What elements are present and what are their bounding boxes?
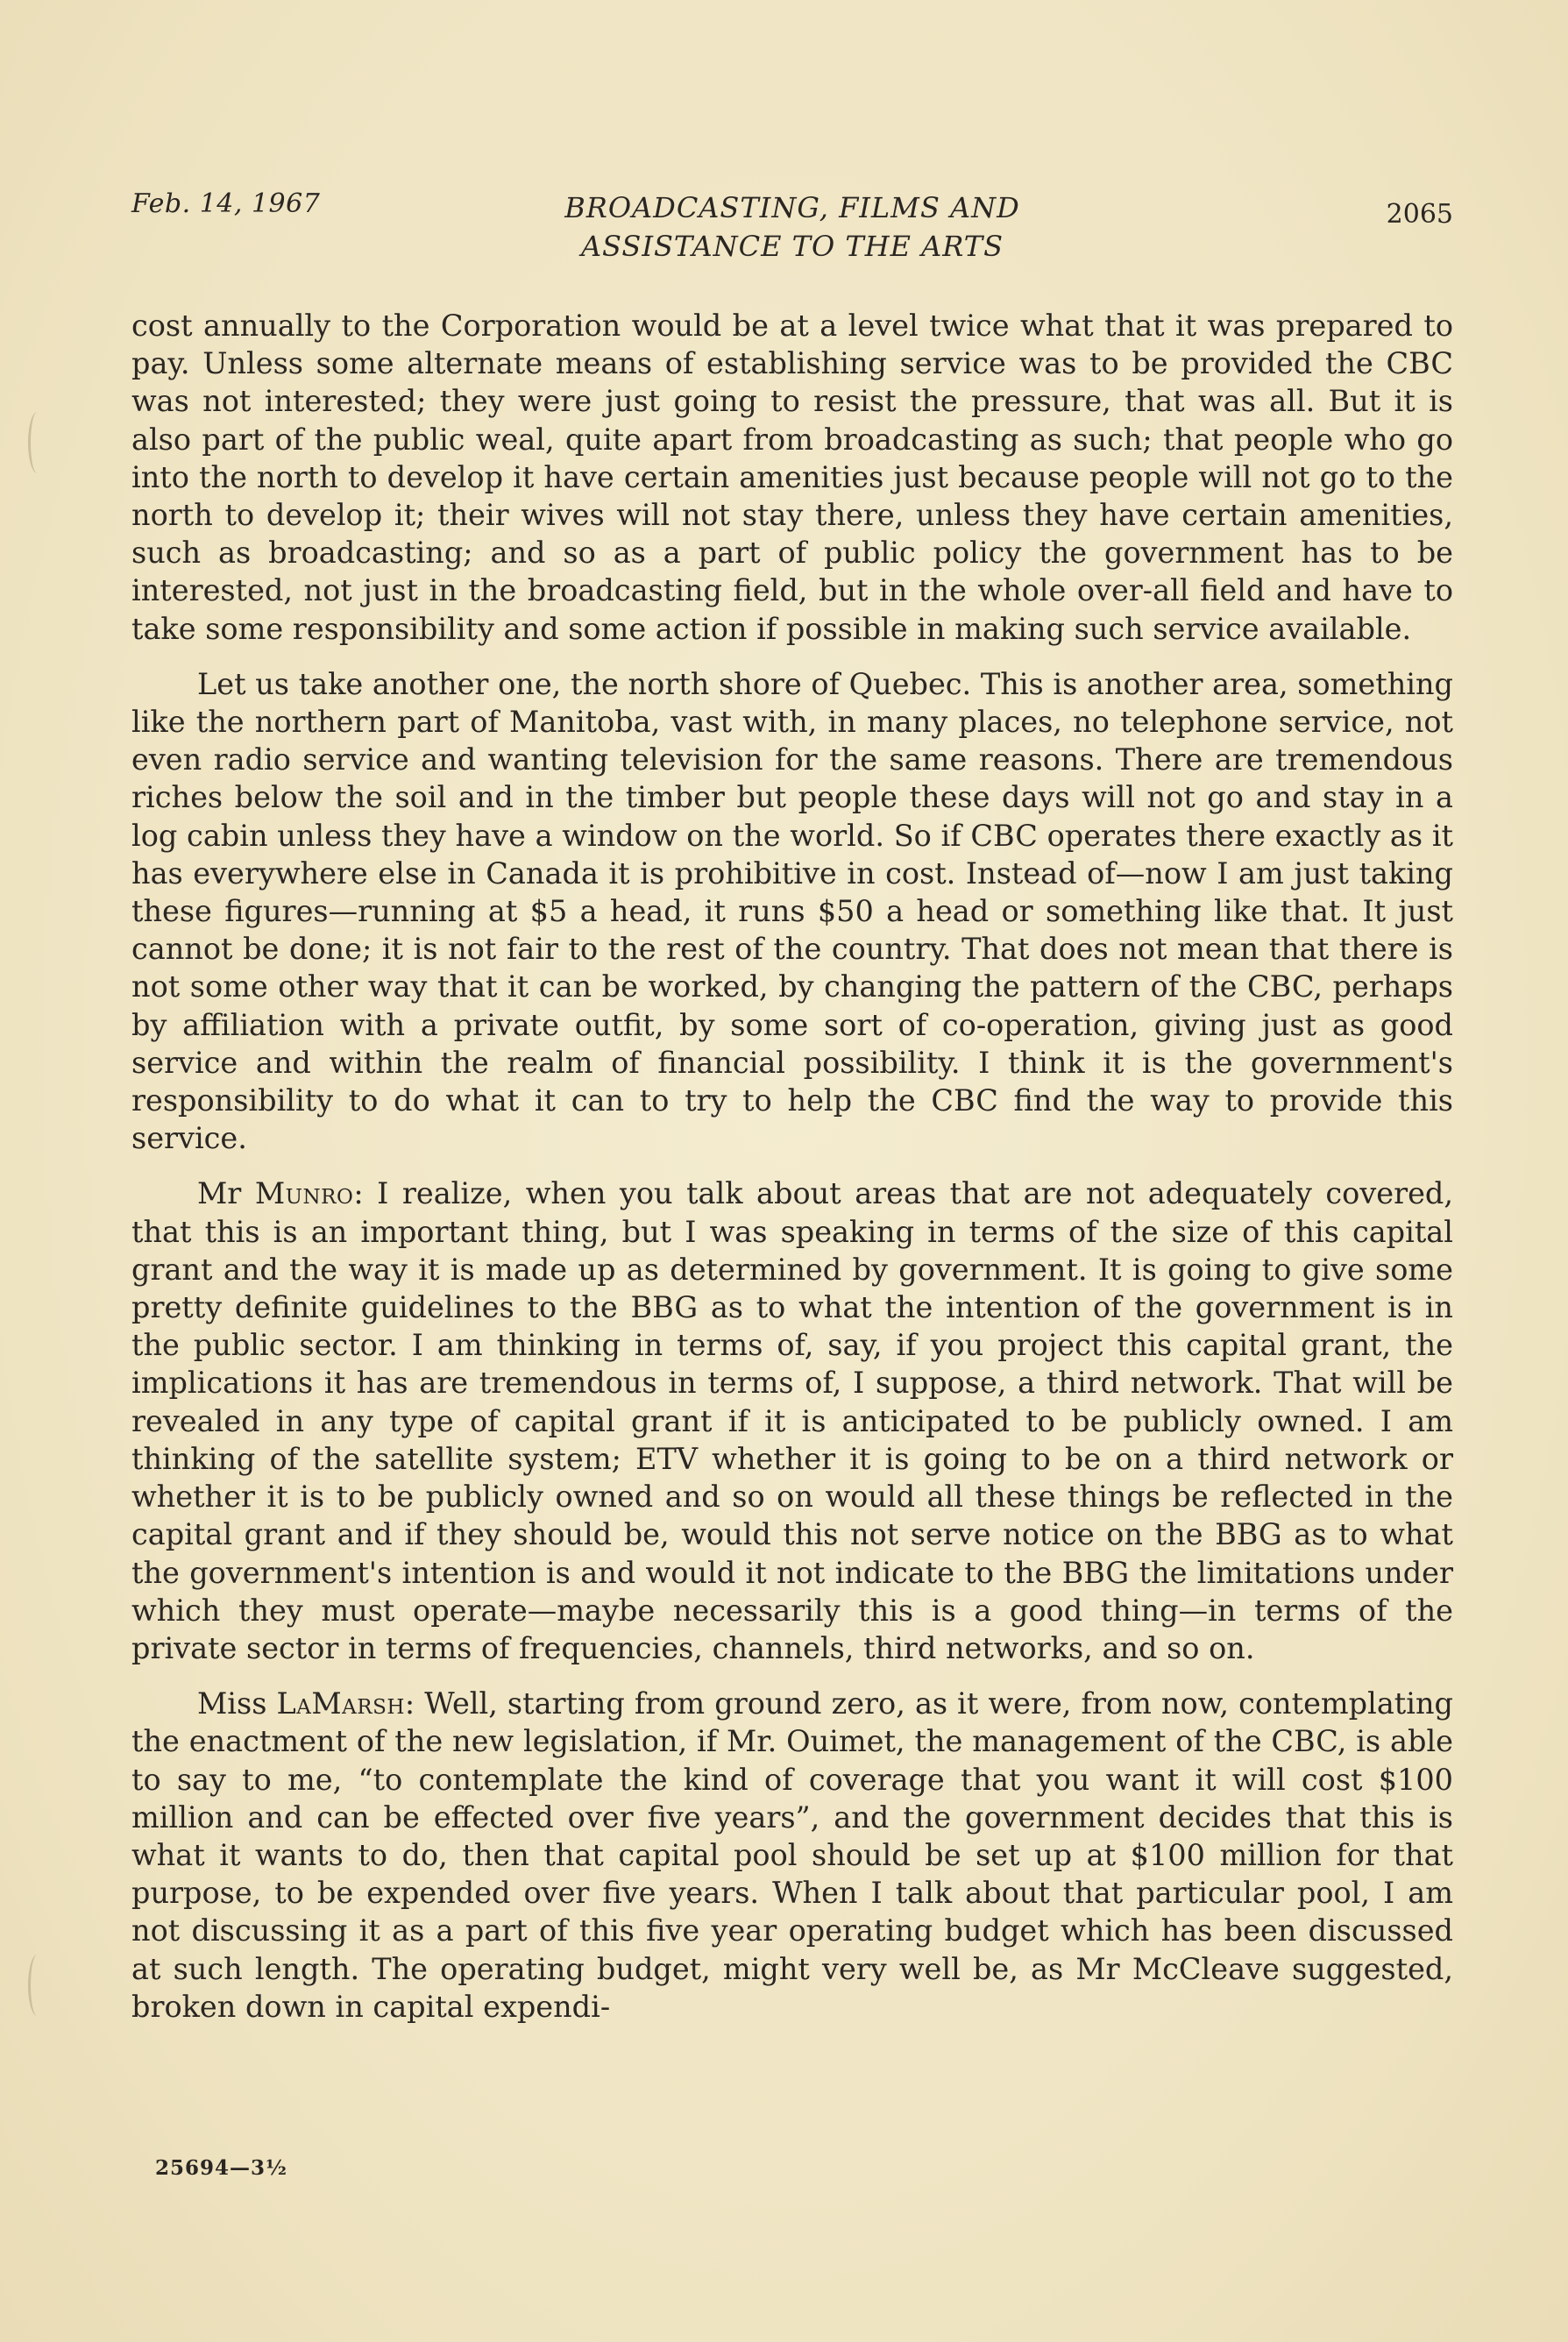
- paragraph: [131, 665, 1453, 1158]
- paragraph-text: cost annually to the Corporation would be at a level twice what that it was prepared to pay. Unless some alternate means of establishing service was to be provided the CBC was not interested; they were just going to resist the pressure, that was all. But it is also part of the public weal, quite apart from broadcasting as such; that people who go into the north to develop it have certain amenities just because people will not go to the north to develop it; their wives will not stay there, unless they have certain amenities, such as broadcasting; and so as a part of public policy the government has to be interested, not just in the broadcasting field, but in the whole over-all field and have to take some responsibility and some action if possible in making such service available.: [131, 309, 1453, 646]
- footer-code: 25694—3½: [155, 2156, 288, 2180]
- paragraph-text: : Well, starting from ground zero, as it were, from now, contemplating the enactment of the new legislation, if Mr. Ouimet, the management of the CBC, is able to say to me, “to contemplate the kind of coverage that you want it will cost $100 million and can be effected over five years”, and the government decides that this is what it wants to do, then that capital pool should be set up at $100 million for that purpose, to be expended over five years. When I talk about that particular pool, I am not discussing it as a part of this five year operating budget which has been discussed at such length. The operating budget, might very well be, as Mr McCleave suggested, broken down in capital expendi-: [131, 1686, 1453, 2024]
- header-title-line2: ASSISTANCE TO THE ARTS: [580, 230, 1004, 263]
- binding-mark: [28, 1955, 46, 2016]
- header-title: [131, 188, 1453, 266]
- paragraph: [131, 307, 1453, 648]
- page-header: [131, 184, 1453, 272]
- paragraph: [131, 1685, 1453, 2026]
- speaker-prefix: Mr: [197, 1176, 255, 1211]
- speaker-prefix: Miss: [197, 1686, 277, 1721]
- binding-mark: [28, 412, 46, 473]
- speaker-name: Munro: [254, 1176, 354, 1211]
- page-body: [131, 307, 1453, 2026]
- header-title-line1: BROADCASTING, FILMS AND: [564, 191, 1020, 224]
- page-number: 2065: [1386, 199, 1453, 230]
- header-date: Feb. 14, 1967: [131, 188, 321, 219]
- paragraph: [131, 1175, 1453, 1667]
- document-page: [131, 184, 1453, 2305]
- paragraph-text: : I realize, when you talk about areas that are not adequately covered, that this is an important thing, but I was speaking in terms of the size of this capital grant and the way it is made up as determined by government. It is going to give some pretty definite guidelines to the BBG as to what the intention of the government is in the public sector. I am thinking in terms of, say, if you project this capital grant, the implications it has are tremendous in terms of, I suppose, a third network. That will be revealed in any type of capital grant if it is anticipated to be publicly owned. I am thinking of the satellite system; ETV whether it is going to be on a third network or whether it is to be publicly owned and so on would all these things be reflected in the capital grant and if they should be, would this not serve notice on the BBG as to what the government's intention is and would it not indicate to the BBG the limitations under which they must operate—maybe necessarily this is a good thing—in terms of the private sector in terms of frequencies, channels, third networks, and so on.: [131, 1176, 1453, 1665]
- speaker-name: LaMarsh: [276, 1686, 405, 1721]
- paragraph-text: Let us take another one, the north shore of Quebec. This is another area, something like the northern part of Manitoba, vast with, in many places, no telephone service, not even radio service and wanting television for the same reasons. There are tremendous riches below the soil and in the timber but people these days will not go and stay in a log cabin unless they have a window on the world. So if CBC operates there exactly as it has everywhere else in Canada it is prohibitive in cost. Instead of—now I am just taking these figures—running at $5 a head, it runs $50 a head or something like that. It just cannot be done; it is not fair to the rest of the country. That does not mean that there is not some other way that it can be worked, by changing the pattern of the CBC, perhaps by affiliation with a private outfit, by some sort of co-operation, giving just as good service and within the realm of financial possibility. I think it is the government's responsibility to do what it can to try to help the CBC find the way to provide this service.: [131, 666, 1453, 1156]
